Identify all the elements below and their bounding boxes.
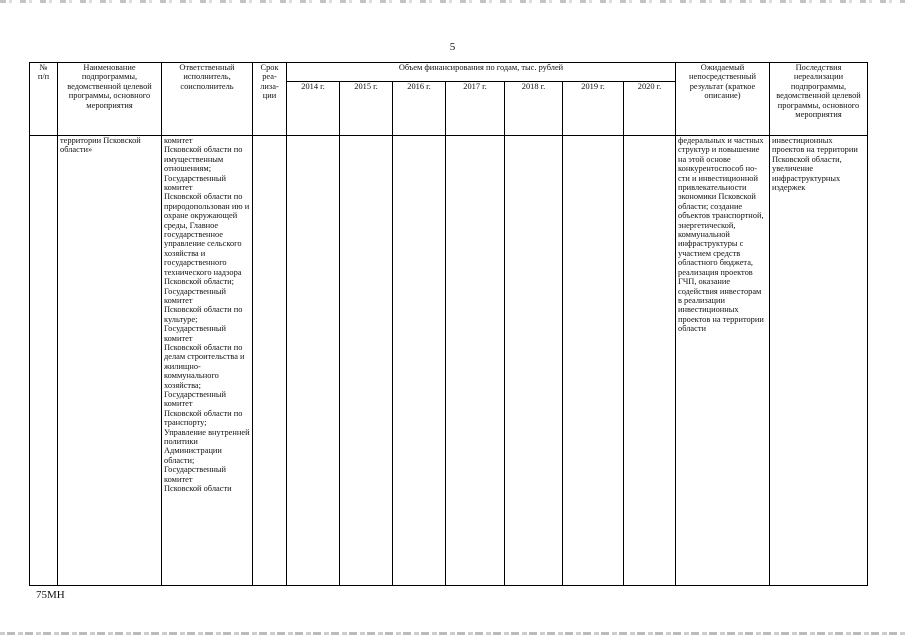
header-year: 2015 г. <box>340 82 393 136</box>
header-year: 2014 г. <box>287 82 340 136</box>
cell-year-value <box>563 136 624 586</box>
cell-year-value <box>446 136 505 586</box>
header-expected-result: Ожидаемый непосредственный результат (краткое описание) <box>676 63 770 136</box>
header-year: 2020 г. <box>624 82 676 136</box>
header-year: 2017 г. <box>446 82 505 136</box>
header-number: № п/п <box>30 63 58 136</box>
header-year: 2016 г. <box>393 82 446 136</box>
table-row <box>30 136 868 586</box>
cell-consequences: инвестиционных проектов на территории Псковской области, увеличение инфраструктурных издержек <box>770 136 868 586</box>
cell-year-value <box>624 136 676 586</box>
cell-term <box>253 136 287 586</box>
page-number: 5 <box>449 41 456 53</box>
header-term: Срок реа-лиза-ции <box>253 63 287 136</box>
scan-artifact-bottom <box>0 632 905 635</box>
program-table <box>29 62 868 586</box>
cell-name: территории Псковской области» <box>58 136 162 586</box>
header-year: 2018 г. <box>505 82 563 136</box>
cell-year-value <box>393 136 446 586</box>
header-name: Наименование подпрограммы, ведомственной целевой программы, основного мероприятия <box>58 63 162 136</box>
header-responsible: Ответственный исполнитель, соисполнитель <box>162 63 253 136</box>
header-financing: Объем финансирования по годам, тыс. рублей <box>287 63 676 82</box>
cell-year-value <box>287 136 340 586</box>
header-year: 2019 г. <box>563 82 624 136</box>
cell-number <box>30 136 58 586</box>
header-consequences: Последствия нереализации подпрограммы, ведомственной целевой программы, основного мероприятия <box>770 63 868 136</box>
cell-year-value <box>505 136 563 586</box>
cell-expected-result: федеральных и частных структур и повышение на этой основе конкурентоспособ но-сти и инвестиционной привлекательности экономики Псковской области; создание объектов транспортной, энергетической, коммунальной инфраструктуры с участием средств областного бюджета, реализация проектов ГЧП, оказание содействия инвесторам в реализации инвестиционных проектов на территории области <box>676 136 770 586</box>
document-code: 75МН <box>36 589 65 601</box>
cell-year-value <box>340 136 393 586</box>
scan-artifact-top <box>0 0 905 3</box>
cell-responsible: комитет Псковской области по имущественным отношениям; Государственный комитет Псковской области по природопользован ию и охране окружающей среды, Главное государственное управление сельского хозяйства и государственного технического надзора Псковской области; Государственный комитет Псковской области по культуре; Государственный комитет Псковской области по делам строительства и жилищно-коммунального хозяйства; Государственный комитет Псковской области по транспорту; Управление внутренней политики Администрации области; Государственный комитет Псковской области <box>162 136 253 586</box>
